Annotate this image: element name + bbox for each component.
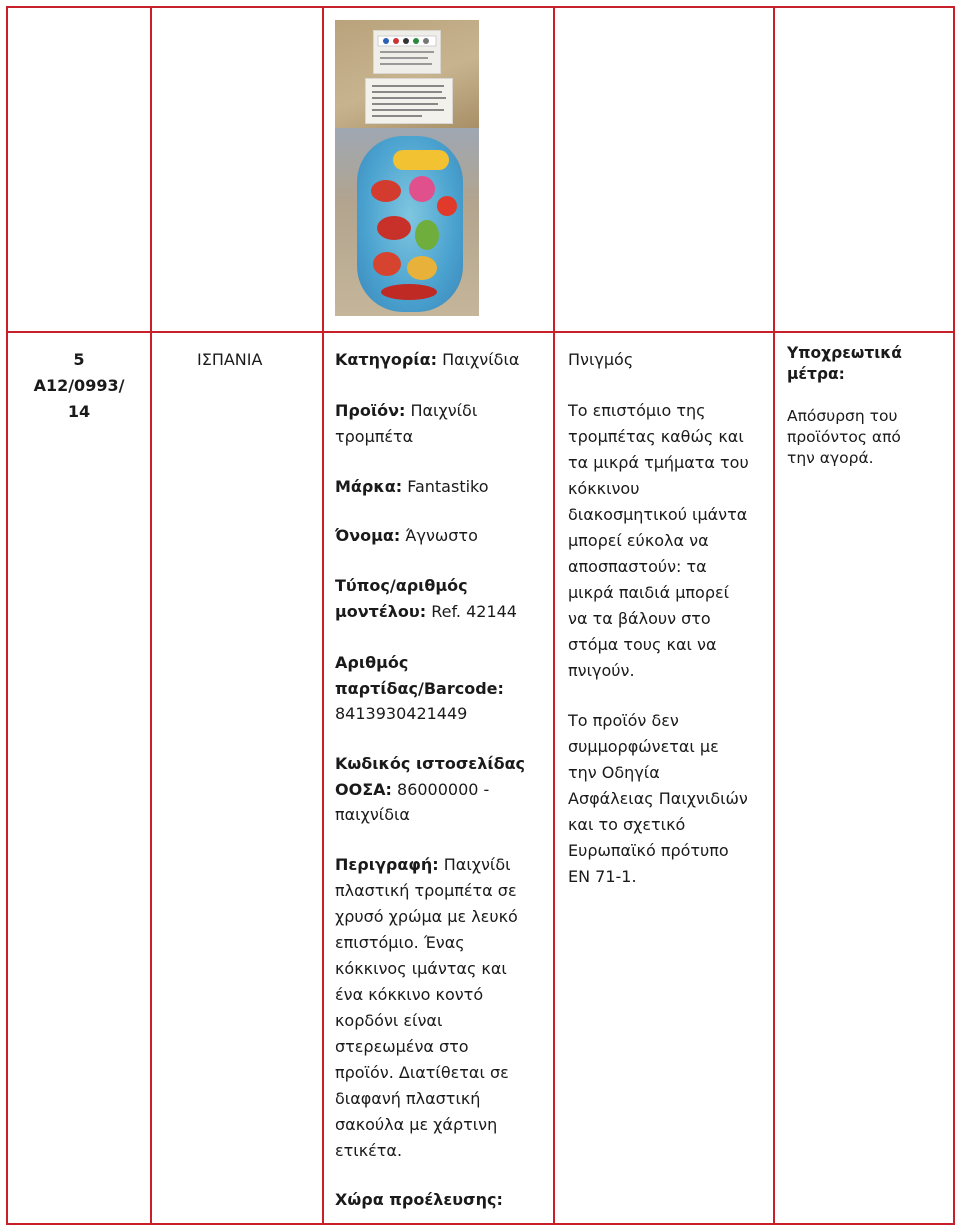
category-label: Κατηγορία:	[335, 350, 437, 369]
product-value: Παιχνίδι	[410, 401, 478, 420]
name-label: Όνομα:	[335, 526, 401, 545]
brand-value: Fantastiko	[407, 477, 489, 496]
measures-text-line: προϊόντος από	[787, 428, 901, 446]
product-label-photo	[335, 20, 479, 128]
reference-line-2: 14	[67, 402, 91, 421]
label-text-lines	[366, 79, 452, 123]
top-cell-number	[6, 6, 152, 333]
measures-title-line-1: Υποχρεωτικά	[787, 344, 902, 362]
product-photo	[335, 20, 479, 316]
product-value-line-2: τρομπέτα	[335, 427, 414, 446]
model-value: Ref. 42144	[431, 602, 517, 621]
description-line: κορδόνι είναι	[335, 1011, 443, 1030]
top-cell-country	[150, 6, 324, 333]
risk-paragraph-2-line: και το σχετικό	[568, 815, 686, 834]
risk-paragraph-2-line: Ασφάλειας Παιχνιδιών	[568, 789, 748, 808]
description-label: Περιγραφή:	[335, 855, 439, 874]
description-line: ένα κόκκινο κοντό	[335, 985, 484, 1004]
name-value: Άγνωστο	[405, 526, 478, 545]
toy-blister-card	[357, 136, 463, 312]
toy-piece	[407, 256, 437, 280]
name-line	[335, 523, 478, 549]
risk-paragraph-1-line: αποσπαστούν: τα	[568, 557, 707, 576]
description-line: στερεωμένα στο	[335, 1037, 469, 1056]
oecd-value-line-2: παιχνίδια	[335, 805, 410, 824]
country: ΙΣΠΑΝΙΑ	[197, 350, 263, 369]
batch-value: 8413930421449	[335, 704, 468, 723]
brand-label: Μάρκα:	[335, 477, 403, 496]
origin-label: Χώρα προέλευσης:	[335, 1190, 503, 1209]
measures-text-line: Απόσυρση του	[787, 407, 898, 425]
batch-label-line-2: παρτίδας/Barcode:	[335, 679, 504, 698]
toy-piece	[415, 220, 439, 250]
top-cell-measures	[773, 6, 955, 333]
risk-paragraph-1-line: διακοσμητικού ιμάντα	[568, 505, 748, 524]
model-label-line-1: Τύπος/αριθμός	[335, 576, 468, 595]
risk-paragraph-1-line: Το επιστόμιο της	[568, 401, 706, 420]
top-cell-risk	[553, 6, 775, 333]
risk-paragraph-1-line: πνιγούν.	[568, 661, 635, 680]
text-label-sticker	[365, 78, 453, 124]
measures-title-line-2: μέτρα:	[787, 365, 845, 383]
toy-piece	[373, 252, 401, 276]
ce-marks-icon	[374, 31, 440, 73]
risk-paragraph-1-line: κόκκινου	[568, 479, 640, 498]
risk-paragraph-2-line: συμμορφώνεται με	[568, 737, 719, 756]
risk-type: Πνιγμός	[568, 350, 634, 369]
description-line: πλαστική τρομπέτα σε	[335, 881, 517, 900]
reference-line-1: A12/0993/	[33, 376, 125, 395]
risk-paragraph-2-line: EN 71-1.	[568, 867, 637, 886]
description-line: κόκκινος ιμάντας και	[335, 959, 507, 978]
toy-piece	[437, 196, 457, 216]
row-number: 5	[73, 350, 85, 369]
description-line: ετικέτα.	[335, 1141, 403, 1160]
description-line: χρυσό χρώμα με λευκό	[335, 907, 518, 926]
cell-number	[6, 331, 152, 1225]
batch-label-line-1: Αριθμός	[335, 653, 409, 672]
risk-paragraph-1-line: μικρά παιδιά μπορεί	[568, 583, 730, 602]
description-line-1	[335, 852, 511, 878]
oecd-line	[335, 777, 489, 803]
risk-paragraph-1-line: τα μικρά τμήματα του	[568, 453, 749, 472]
oecd-label: ΟΟΣΑ:	[335, 780, 392, 799]
cell-country	[150, 331, 324, 1225]
model-label: μοντέλου:	[335, 602, 427, 621]
description-line: σακούλα με χάρτινη	[335, 1115, 498, 1134]
description-text: Παιχνίδι	[443, 855, 511, 874]
risk-paragraph-1-line: τρομπέτας καθώς και	[568, 427, 744, 446]
category-line	[335, 347, 519, 373]
ce-label-sticker	[373, 30, 441, 74]
risk-paragraph-1-line: στόμα τους και να	[568, 635, 717, 654]
model-line	[335, 599, 517, 625]
brand-line	[335, 474, 489, 500]
risk-paragraph-1-line: να τα βάλουν στο	[568, 609, 711, 628]
toy-piece	[377, 216, 411, 240]
toy-package-photo	[335, 128, 479, 316]
description-line: διαφανή πλαστική	[335, 1089, 481, 1108]
toy-piece	[381, 284, 437, 300]
description-line: προϊόν. Διατίθεται σε	[335, 1063, 509, 1082]
package-logo	[393, 150, 449, 170]
product-line	[335, 398, 477, 424]
category-value: Παιχνίδια	[442, 350, 520, 369]
measures-text-line: την αγορά.	[787, 449, 874, 467]
toy-piece	[371, 180, 401, 202]
risk-paragraph-2-line: Το προϊόν δεν	[568, 711, 679, 730]
product-label: Προϊόν:	[335, 401, 406, 420]
oecd-value: 86000000 -	[397, 780, 490, 799]
risk-paragraph-1-line: μπορεί εύκολα να	[568, 531, 709, 550]
oecd-label-line-1: Κωδικός ιστοσελίδας	[335, 754, 526, 773]
risk-paragraph-2-line: την Οδηγία	[568, 763, 660, 782]
risk-paragraph-2-line: Ευρωπαϊκό πρότυπο	[568, 841, 729, 860]
toy-piece	[409, 176, 435, 202]
description-line: επιστόμιο. Ένας	[335, 933, 465, 952]
